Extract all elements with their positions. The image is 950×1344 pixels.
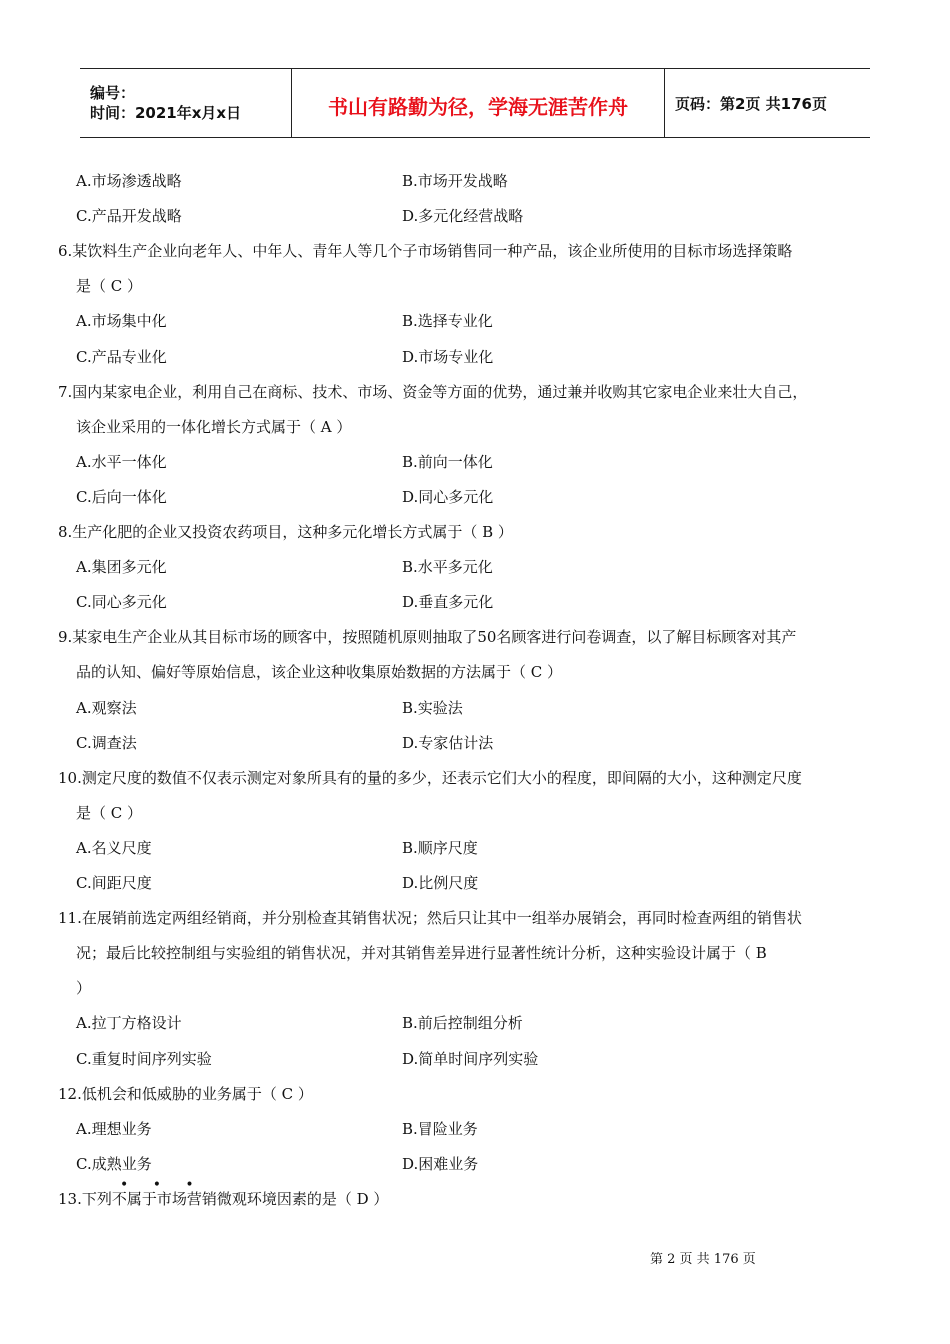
option-left: A.水平一体化 <box>76 453 167 471</box>
option-right: B.冒险业务 <box>402 1120 478 1138</box>
option-left: C.调查法 <box>76 734 137 752</box>
option-right: B.前向一体化 <box>402 453 493 471</box>
option-left: A.名义尺度 <box>76 839 152 857</box>
date-label: 时间：2021年x月x日 <box>90 104 242 122</box>
option-right: D.专家估计法 <box>402 734 494 752</box>
question-stem: 9.某家电生产企业从其目标市场的顾客中，按照随机原则抽取了50名顾客进行问卷调查，以了解目标顾客对其产 <box>58 628 797 646</box>
header-motto: 书山有路勤为径，学海无涯苦作舟 <box>292 69 665 137</box>
option-right: B.实验法 <box>402 699 463 717</box>
option-right: B.顺序尺度 <box>402 839 478 857</box>
question-stem: 11.在展销前选定两组经销商，并分别检查其销售状况；然后只让其中一组举办展销会，再同时检查两组的销售状 <box>58 909 802 927</box>
question-stem: 10.测定尺度的数值不仅表示测定对象所具有的量的多少，还表示它们大小的程度，即间隔的大小，这种测定尺度 <box>58 769 802 787</box>
option-left: A.拉丁方格设计 <box>76 1014 182 1032</box>
option-left: C.产品专业化 <box>76 348 167 366</box>
option-left: C.后向一体化 <box>76 488 167 506</box>
option-right: D.垂直多元化 <box>402 593 494 611</box>
option-right: D.多元化经营战略 <box>402 207 524 225</box>
page-footer: 第 2 页 共 176 页 <box>650 1252 756 1267</box>
question-stem: 12.低机会和低威胁的业务属于（ C ） <box>58 1085 313 1103</box>
option-right: B.水平多元化 <box>402 558 493 576</box>
option-right: D.市场专业化 <box>402 348 494 366</box>
option-right: B.前后控制组分析 <box>402 1014 523 1032</box>
emphasis-dots: • • • <box>120 1177 204 1193</box>
option-left: C.产品开发战略 <box>76 207 182 225</box>
question-continuation: 是（ C ） <box>76 804 143 822</box>
option-right: D.比例尺度 <box>402 874 479 892</box>
header-page-label: 页码：第2页 共176页 <box>675 94 827 113</box>
option-right: B.选择专业化 <box>402 312 493 330</box>
option-right: D.同心多元化 <box>402 488 494 506</box>
option-left: C.成熟业务 <box>76 1155 152 1173</box>
question-stem: 8.生产化肥的企业又投资农药项目，这种多元化增长方式属于（ B ） <box>58 523 513 541</box>
question-continuation: 是（ C ） <box>76 277 143 295</box>
option-left: A.观察法 <box>76 699 137 717</box>
question-stem: 13.下列不属于市场营销微观环境因素的是（ D ） <box>58 1190 389 1208</box>
option-left: A.市场渗透战略 <box>76 172 182 190</box>
option-left: A.集团多元化 <box>76 558 167 576</box>
option-left: C.同心多元化 <box>76 593 167 611</box>
number-label: 编号： <box>90 84 136 102</box>
option-right: D.困难业务 <box>402 1155 479 1173</box>
option-right: B.市场开发战略 <box>402 172 508 190</box>
question-continuation: 况；最后比较控制组与实验组的销售状况，并对其销售差异进行显著性统计分析，这种实验设计属于（ B <box>76 944 767 962</box>
option-left: C.间距尺度 <box>76 874 152 892</box>
header-meta <box>80 69 292 137</box>
question-continuation: ） <box>76 979 92 997</box>
option-right: D.简单时间序列实验 <box>402 1050 539 1068</box>
option-left: A.市场集中化 <box>76 312 167 330</box>
option-left: C.重复时间序列实验 <box>76 1050 212 1068</box>
question-stem: 7.国内某家电企业，利用自己在商标、技术、市场、资金等方面的优势，通过兼并收购其它家电企业来壮大自己， <box>58 383 808 401</box>
option-left: A.理想业务 <box>76 1120 152 1138</box>
question-continuation: 品的认知、偏好等原始信息，该企业这种收集原始数据的方法属于（ C ） <box>76 663 563 681</box>
question-stem: 6.某饮料生产企业向老年人、中年人、青年人等几个子市场销售同一种产品，该企业所使用的目标市场选择策略 <box>58 242 793 260</box>
question-continuation: 该企业采用的一体化增长方式属于（ A ） <box>76 418 352 436</box>
page-header <box>80 68 870 138</box>
